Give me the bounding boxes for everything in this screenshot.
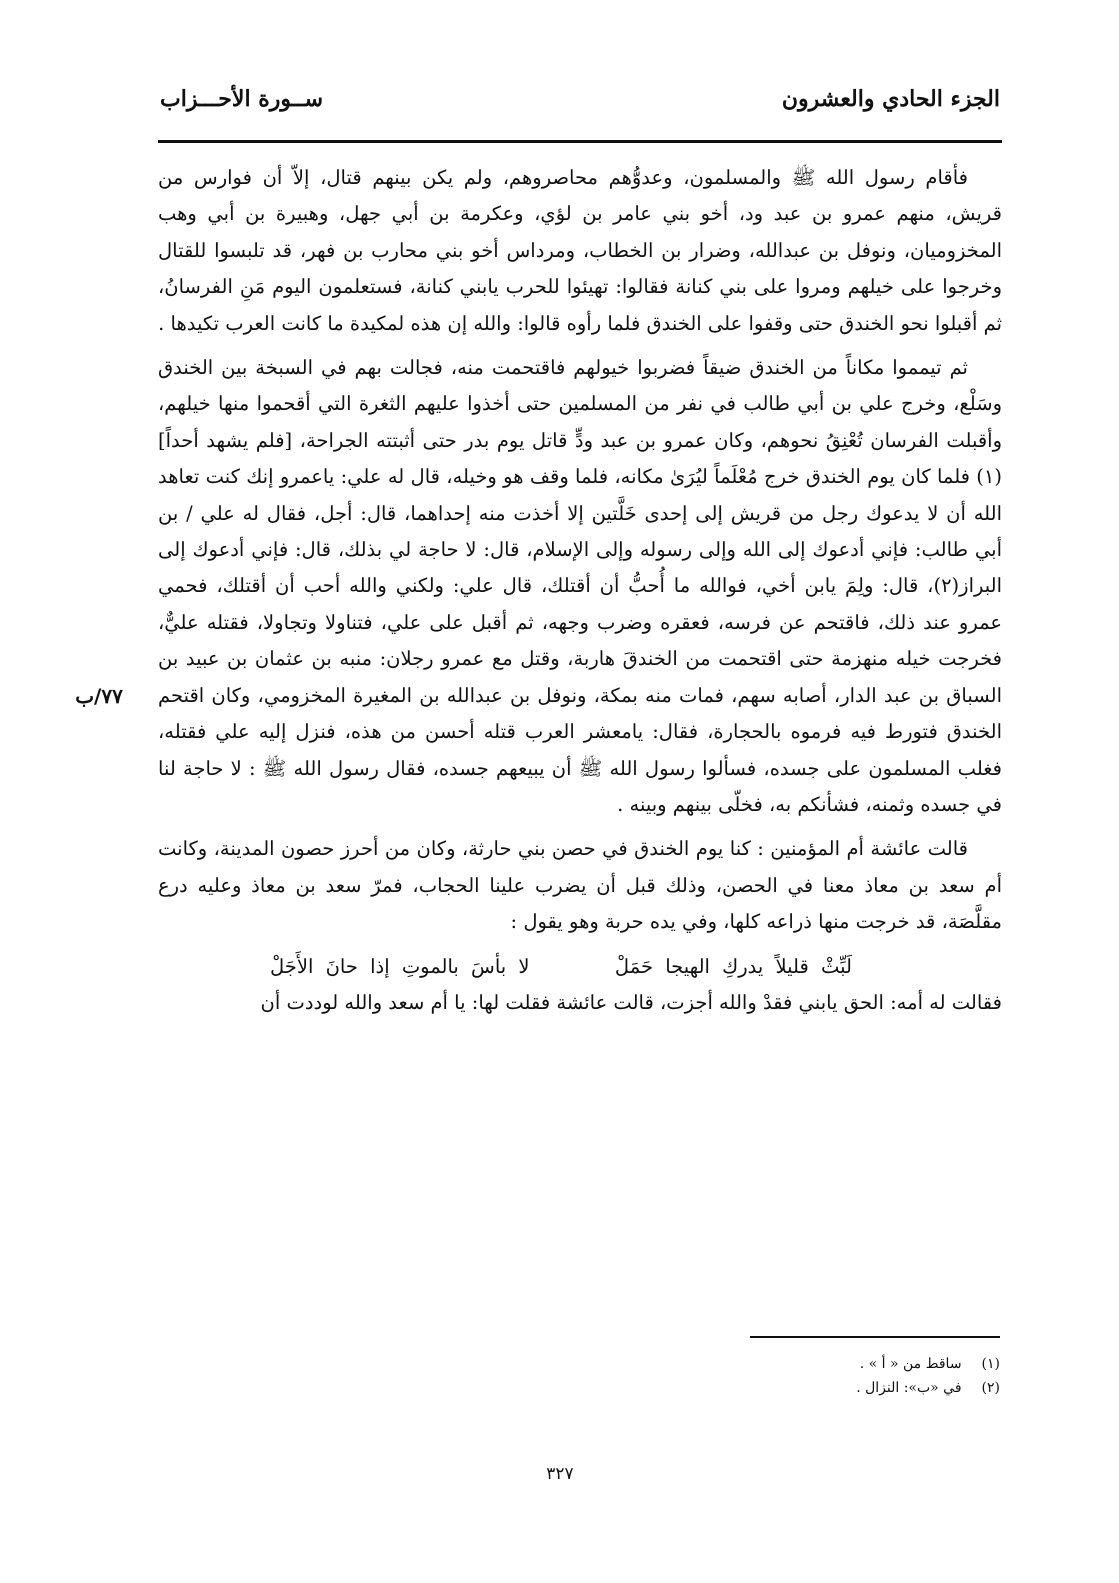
main-text <box>158 160 1002 1021</box>
footnote-divider <box>750 1336 1000 1338</box>
manuscript-folio-marker: ٧٧/ب <box>75 684 123 708</box>
part-title: الجزء الحادي والعشرون <box>781 86 1000 112</box>
verse-second-hemistich: لا بأسَ بالموتِ إذا حانَ الأَجَلْ <box>270 954 530 978</box>
page-header <box>160 86 1000 126</box>
paragraph-3: قالت عائشة أم المؤمنين : كنا يوم الخندق في حصن بني حارثة، وكان من أحرز حصون المدينة، وكانت أم سعد بن معاذ معنا في الحصن، وذلك قبل أن يضرب علينا الحجاب، فمرّ سعد بن معاذ وعليه درع مقلَّصَة، قد خرجت منها ذراعه كلها، وفي يده حربة وهو يقول : <box>158 837 1002 934</box>
footnote-number: (١) <box>981 1356 1000 1372</box>
paragraph-2: ثم تيمموا مكاناً من الخندق ضيقاً فضربوا خيولهم فاقتحمت منه، فجالت بهم في السبخة بين الخندق وسَلْع، وخرج علي بن أبي طالب في نفر من المسلمين حتى أخذوا عليهم الثغرة التي أقحموا منها خيلهم، وأقبلت الفرسان تُعْنِقُ نحوهم، وكان عمرو بن عبد ودٍّ قاتل يوم بدر حتى أثبتته الجراحة، [فلم يشهد أحداً](١) فلما كان يوم الخندق خرج مُعْلَماً ليُرَىٰ مكانه، فلما وقف هو وخيله، قال له علي: ياعمرو إنك كنت تعاهد الله أن لا يدعوك رجل من قريش إلى إحدى خَلَّتين إلا أخذت منه إحداهما، قال: أجل، فقال له علي / بن أبي طالب: فإني أدعوك إلى الله وإلى رسوله وإلى الإسلام، قال: لا حاجة لي بذلك، قال: فإني أدعوك إلى البراز(٢)، قال: ولِمَ يابن أخي، فوالله ما أُحبُّ أن أقتلك، قال علي: ولكني والله أحب أن أقتلك، فحمي عمرو عند ذلك، فاقتحم عن فرسه، فعقره وضرب وجهه، ثم أقبل على علي، فتناولا وتجاولا، فقتله عليٌّ، فخرجت خيله منهزمة حتى اقتحمت من الخندقَ هاربة، وقتل مع عمرو رجلان: منبه بن عثمان بن عبيد بن السباق بن عبد الدار، أصابه سهم، فمات منه بمكة، ونوفل بن عبدالله بن المغيرة المخزومي، وكان اقتحم الخندق فتورط فيه فرموه بالحجارة، فقال: يامعشر العرب قتله أحسن من هذه، فنزل إليه علي فقتله، فغلب المسلمون على جسده، فسألوا رسول الله ﷺ أن يبيعهم جسده، فقال رسول الله ﷺ : لا حاجة لنا في جسده وثمنه، فشأنكم به، فخلّى بينهم وبينه . <box>158 356 1002 816</box>
footnote-text: ساقط من « أ » . <box>859 1356 962 1372</box>
paragraph-1: فأقام رسول الله ﷺ والمسلمون، وعدوُّهم محاصروهم، ولم يكن بينهم قتال، إلاّ أن فوارس من قريش، منهم عمرو بن عبد ود، أخو بني عامر بن لؤي، وعكرمة بن أبي جهل، وهبيرة بن أبي وهب المخزوميان، ونوفل بن عبدالله، وضرار بن الخطاب، ومرداس أخو بني محارب بن فهر، قد تلبسوا للقتال وخرجوا على خيلهم ومروا على بني كنانة فقالوا: تهيئوا للحرب يابني كنانة، فستعلمون اليوم مَنِ الفرسانُ، ثم أقبلوا نحو الخندق حتى وقفوا على الخندق فلما رأوه قالوا: والله إن هذه لمكيدة ما كانت العرب تكيدها . <box>158 166 1002 335</box>
surah-title: ســورة الأحـــزاب <box>160 86 324 112</box>
footnote-1 <box>600 1352 1000 1376</box>
footnote-2 <box>600 1376 1000 1400</box>
verse-first-hemistich: لَبِّثْ قليلاً يدركِ الهيجا حَمَلْ <box>614 954 852 978</box>
poetry-verse <box>158 949 1002 985</box>
page-number: ٣٢٧ <box>546 1464 574 1484</box>
footnote-text: في «ب»: النزال . <box>856 1380 962 1396</box>
footnotes <box>600 1352 1000 1400</box>
closing-line: فقالت له أمه: الحق يابني فقدْ والله أجزت، قالت عائشة فقلت لها: يا أم سعد والله لوددت أن <box>260 990 1002 1014</box>
footnote-number: (٢) <box>981 1380 1000 1396</box>
header-divider <box>158 140 1002 143</box>
